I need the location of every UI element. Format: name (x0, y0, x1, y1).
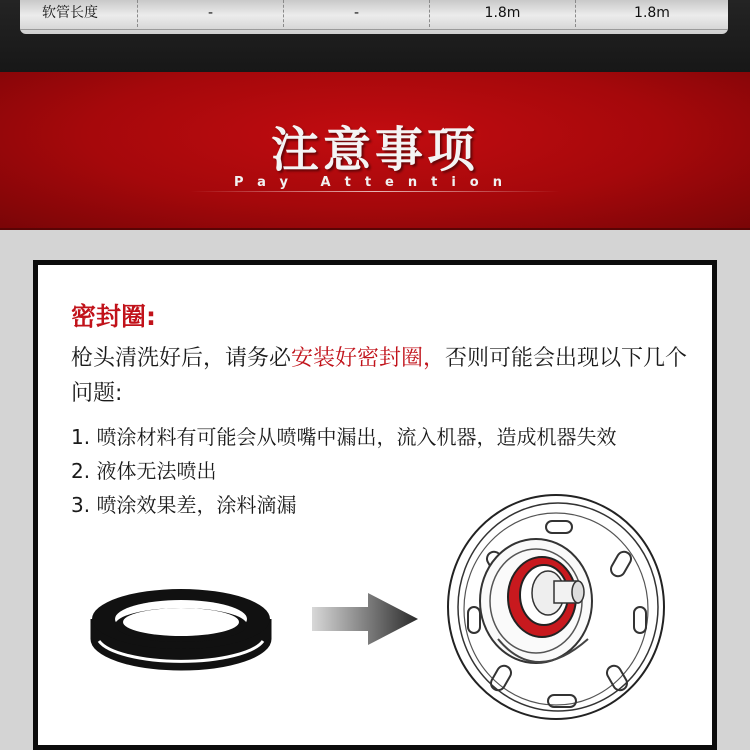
notice-card (33, 260, 717, 750)
banner-title: 注意事项 (270, 122, 479, 178)
spec-table-band (0, 0, 750, 72)
banner-divider (190, 191, 560, 192)
spec-value: - (138, 0, 284, 27)
list-item: 2. 液体无法喷出 (71, 459, 217, 483)
spec-value: 1.8m (430, 0, 576, 27)
list-item: 3. 喷涂效果差，涂料滴漏 (71, 493, 297, 517)
spec-row-label: 软管长度 (20, 0, 138, 27)
notice-paragraph (71, 341, 701, 411)
spec-value: - (284, 0, 430, 27)
spec-value: 1.8m (634, 5, 670, 21)
paragraph-text: 枪头清洗好后，请务必 (71, 346, 292, 371)
paragraph-highlight: 安装好密封圈， (291, 346, 446, 371)
spray-nozzle-icon (438, 489, 670, 731)
paragraph-text: 否则可能会出现以下几个问题: (71, 346, 688, 406)
banner-subtitle: Pay Attention (234, 175, 516, 190)
arrow-right-icon (312, 593, 422, 645)
seal-ring-icon (87, 579, 275, 679)
notice-heading: 密封圈: (71, 302, 156, 331)
list-item: 1. 喷涂材料有可能会从喷嘴中漏出，流入机器，造成机器失效 (71, 425, 617, 449)
attention-banner (0, 72, 750, 230)
spec-divider (20, 29, 728, 30)
